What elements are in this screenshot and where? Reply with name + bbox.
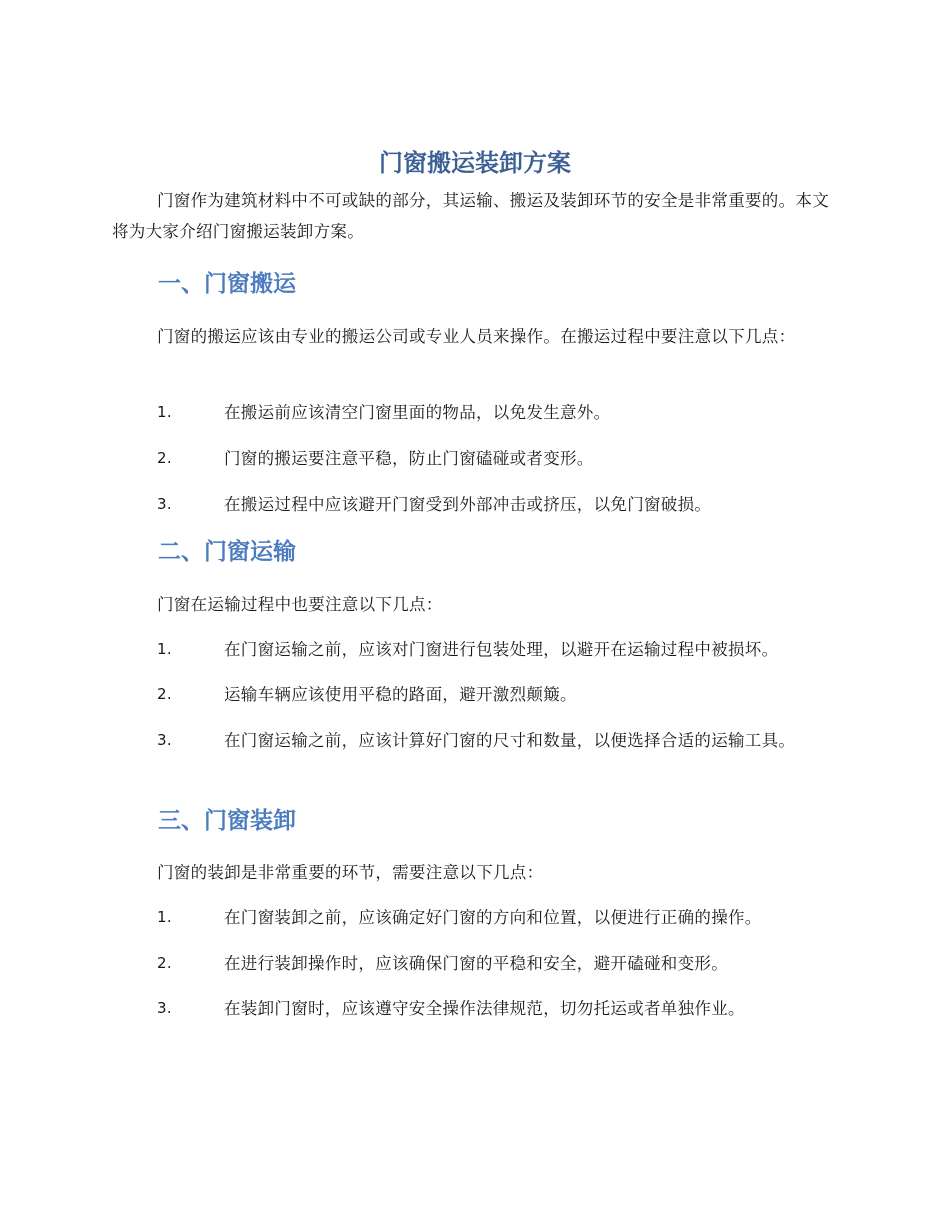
list-item-text: 在门窗运输之前，应该对门窗进行包装处理，以避开在运输过程中被损坏。 <box>224 640 779 659</box>
list-item-number: 3. <box>157 495 172 513</box>
list-item-number: 3. <box>157 731 172 749</box>
list-item-text: 在搬运前应该清空门窗里面的物品，以免发生意外。 <box>224 403 611 422</box>
list-item <box>112 443 832 474</box>
list-item-number: 3. <box>157 999 172 1017</box>
document-title: 门窗搬运装卸方案 <box>379 149 571 177</box>
list-item <box>112 725 832 756</box>
list-item-number: 2. <box>157 449 172 467</box>
list-item-number: 1. <box>157 908 172 926</box>
section-lead: 门窗的搬运应该由专业的搬运公司或专业人员来操作。在搬运过程中要注意以下几点： <box>157 327 796 346</box>
list-item-number: 1. <box>157 640 172 658</box>
list-item-text: 在门窗装卸之前，应该确定好门窗的方向和位置，以便进行正确的操作。 <box>224 908 762 927</box>
list-item-text: 在进行装卸操作时，应该确保门窗的平稳和安全，避开磕碰和变形。 <box>224 954 728 973</box>
list-item-text: 在搬运过程中应该避开门窗受到外部冲击或挤压，以免门窗破损。 <box>224 495 712 514</box>
list-item-text: 门窗的搬运要注意平稳，防止门窗磕碰或者变形。 <box>224 449 594 468</box>
section-heading-transport-handling: 一、门窗搬运 <box>158 271 296 297</box>
list-item <box>112 948 832 979</box>
list-item <box>112 993 832 1024</box>
section-lead: 门窗在运输过程中也要注意以下几点： <box>157 595 443 614</box>
section-lead: 门窗的装卸是非常重要的环节，需要注意以下几点： <box>157 863 544 882</box>
list-item-text: 运输车辆应该使用平稳的路面，避开激烈颠簸。 <box>224 685 577 704</box>
list-item-text: 在门窗运输之前，应该计算好门窗的尺寸和数量，以便选择合适的运输工具。 <box>224 731 796 750</box>
list-item <box>112 489 832 520</box>
list-item <box>112 679 832 710</box>
list-item <box>112 634 832 665</box>
list-item-number: 2. <box>157 954 172 972</box>
list-item-number: 2. <box>157 685 172 703</box>
intro-paragraph: 门窗作为建筑材料中不可或缺的部分，其运输、搬运及装卸环节的安全是非常重要的。本文将为大家介绍门窗搬运装卸方案。 <box>112 191 829 241</box>
list-item-text: 在装卸门窗时，应该遵守安全操作法律规范，切勿托运或者单独作业。 <box>224 999 745 1018</box>
list-item <box>112 902 832 933</box>
list-item-number: 1. <box>157 403 172 421</box>
list-item <box>112 397 832 428</box>
section-heading-loading-unloading: 三、门窗装卸 <box>158 808 296 834</box>
section-heading-transportation: 二、门窗运输 <box>158 539 296 565</box>
